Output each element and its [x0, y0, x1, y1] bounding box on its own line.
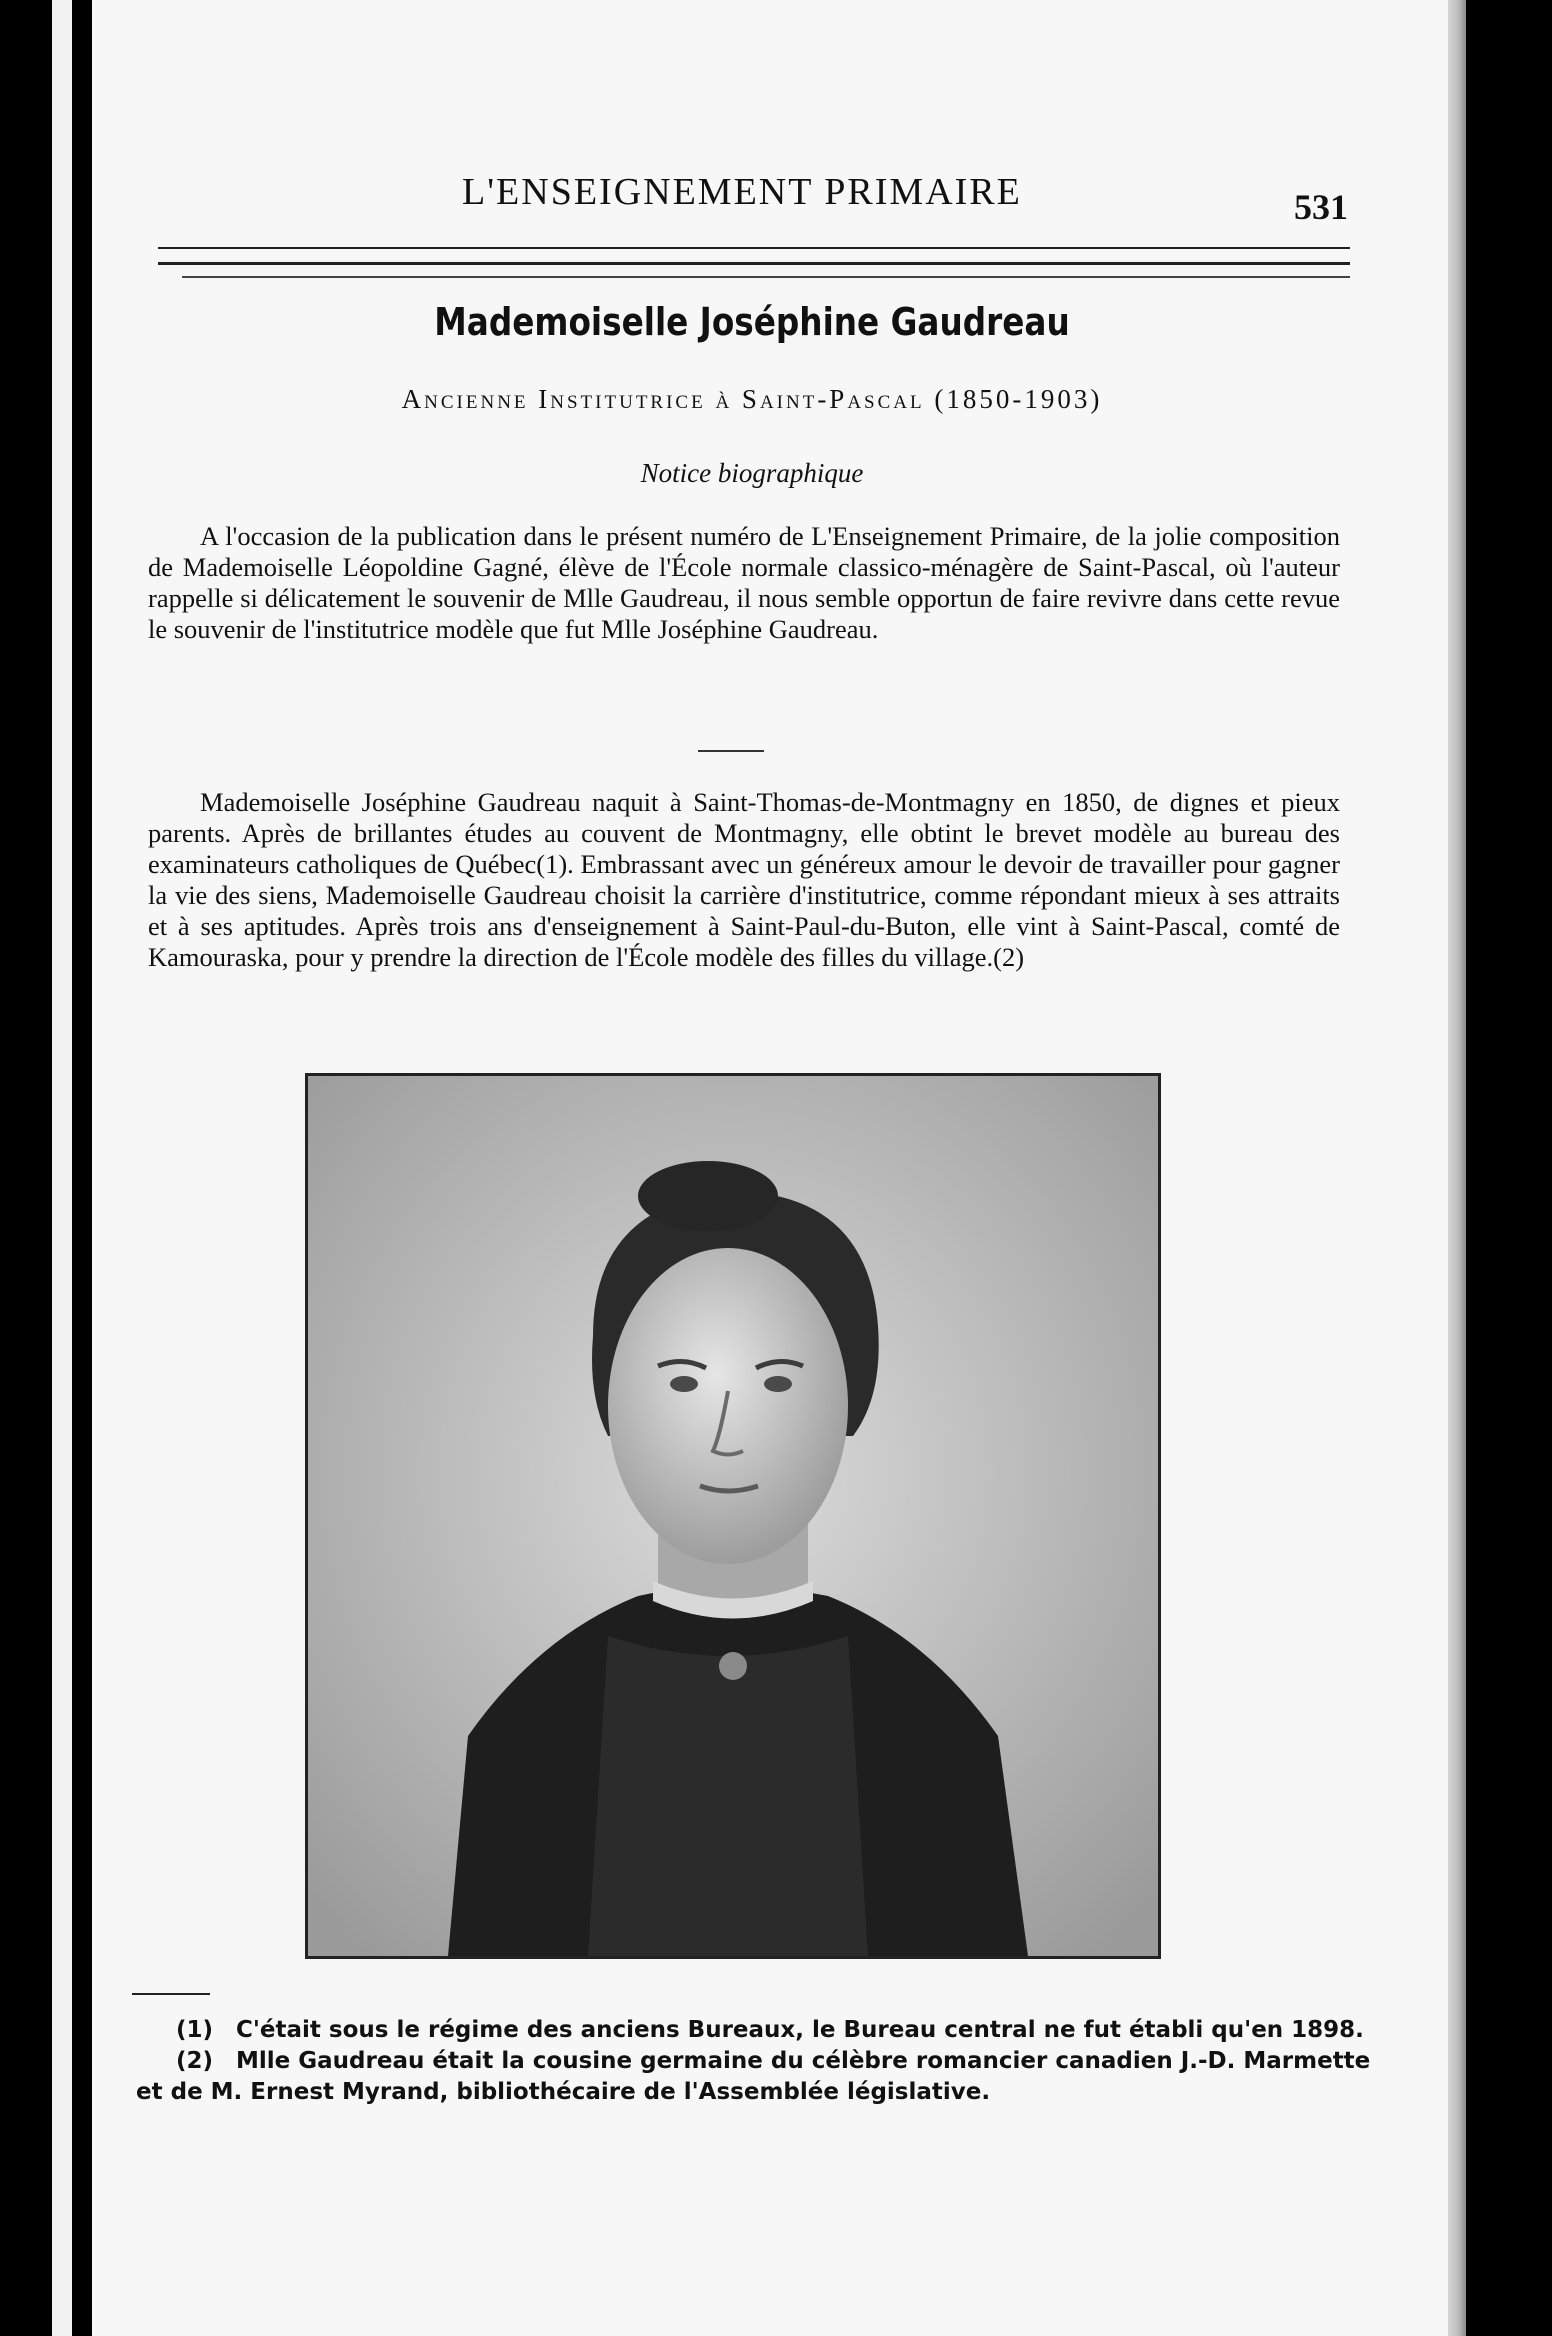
footnote-text: C'était sous le régime des anciens Bureaux, le Bureau central ne fut établi qu'en 1898. [236, 2017, 1364, 2043]
article-title: Mademoiselle Joséphine Gaudreau [434, 300, 1070, 344]
footnote-text: Mlle Gaudreau était la cousine germaine du célèbre romancier canadien J.-D. Marmette [236, 2048, 1371, 2074]
footnote [176, 2046, 1376, 2077]
intro-paragraph: A l'occasion de la publication dans le présent numéro de L'Enseignement Primaire, de la jolie composition de Mademoiselle Léopoldine Gagné, élève de l'École normale classico-ménagère de Saint-Pascal, où l'auteur rappelle si délicatement le souvenir de Mlle Gaudreau, il nous semble opportun de faire revivre dans cette revue le souvenir de l'institutrice modèle que fut Mlle Joséphine Gaudreau. [148, 521, 1340, 644]
footnote [176, 2015, 1376, 2046]
right-scan-border [1440, 0, 1552, 2336]
footnote-marker: (1) [176, 2017, 214, 2043]
portrait-photo [305, 1073, 1161, 1959]
header-rule [182, 276, 1350, 278]
footnote-rule [132, 1993, 210, 1995]
document-page [92, 0, 1448, 2336]
page-number: 531 [1294, 187, 1348, 227]
notice-label: Notice biographique [640, 458, 864, 488]
left-scan-border [0, 0, 70, 2336]
header-rule [158, 247, 1350, 249]
footnote-marker: (2) [176, 2048, 214, 2074]
running-title: L'ENSEIGNEMENT PRIMAIRE [462, 171, 1022, 213]
portrait-illustration [308, 1076, 1158, 1956]
body-paragraph: Mademoiselle Joséphine Gaudreau naquit à Saint-Thomas-de-Montmagny en 1850, de dignes et pieux parents. Après de brillantes études au couvent de Montmagny, elle obtint le brevet modèle au bureau des examinateurs catholiques de Québec(1). Embrassant avec un généreux amour le devoir de travailler pour gagner la vie des siens, Mademoiselle Gaudreau choisit la carrière d'institutrice, comme répondant mieux à ses attraits et à ses aptitudes. Après trois ans d'enseignement à Saint-Paul-du-Buton, elle vint à Saint-Pascal, comté de Kamouraska, pour y prendre la direction de l'École modèle des filles du village.(2) [148, 787, 1340, 972]
previous-page-edge [52, 0, 72, 2336]
section-separator [698, 750, 764, 752]
article-subtitle: Ancienne Institutrice à Saint-Pascal (1850-1903) [401, 384, 1103, 414]
header-rule [158, 262, 1350, 265]
footnote-continuation: et de M. Ernest Myrand, bibliothécaire de l'Assemblée législative. [136, 2079, 991, 2105]
